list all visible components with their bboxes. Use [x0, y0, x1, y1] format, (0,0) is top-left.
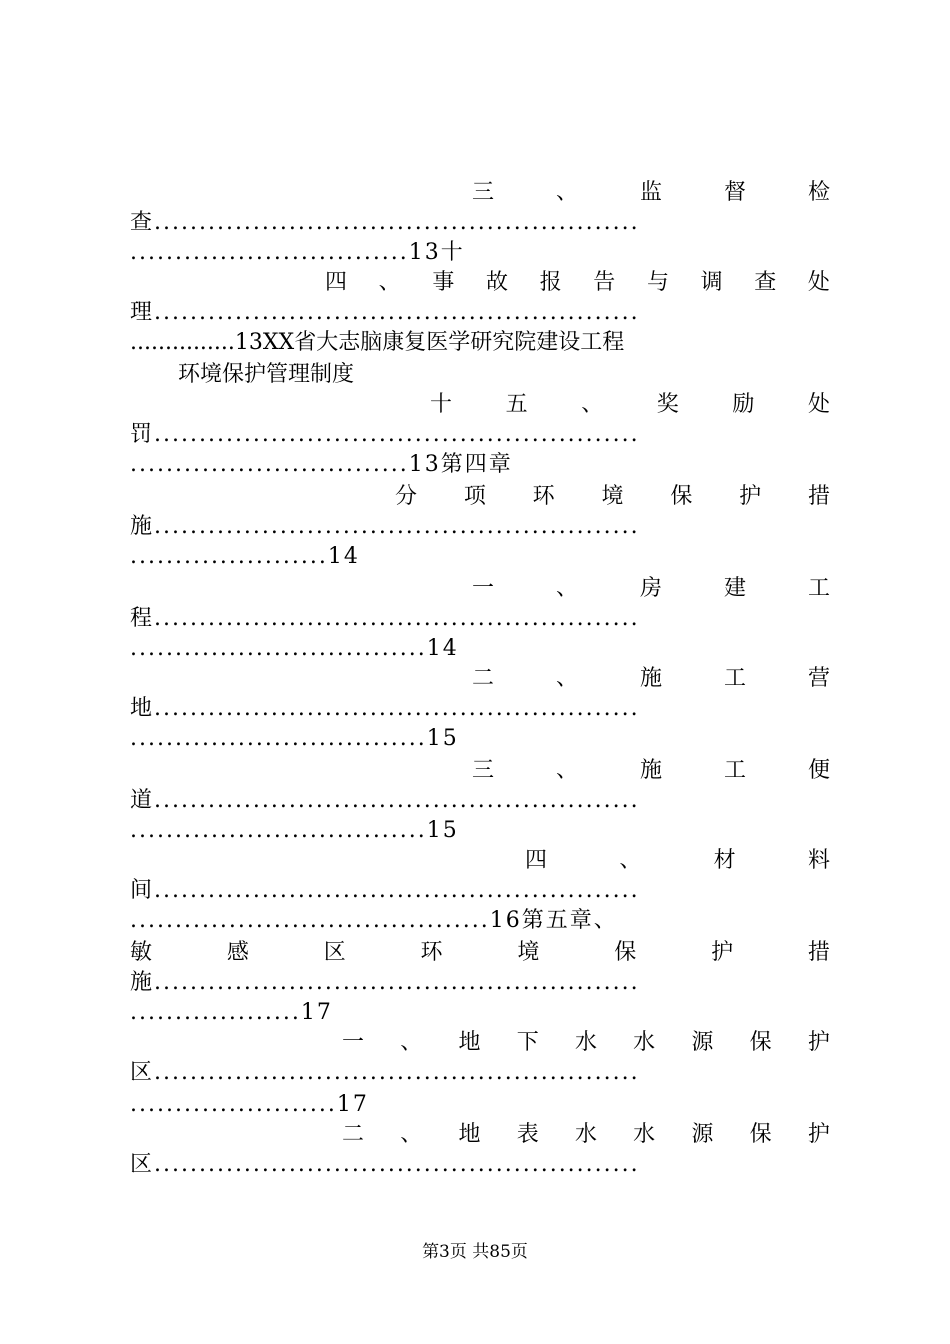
- toc-entry-page: .................................15: [130, 726, 459, 751]
- toc-entry-heading: 十 五 、 奖 励 处: [430, 392, 830, 417]
- toc-entry-heading: 分 项 环 境 保 护 措: [395, 484, 830, 509]
- toc-entry-heading: 三 、 施 工 便: [472, 758, 830, 783]
- toc-entry-leader: 罚......................................................: [130, 422, 640, 447]
- toc-entry-page: ...............................13第四章: [130, 452, 513, 477]
- toc-entry-leader: 程......................................................: [130, 606, 640, 631]
- toc-entry-leader: 区......................................................: [130, 1060, 640, 1085]
- page-footer: 第3页 共85页: [422, 1242, 528, 1262]
- toc-entry-page: ......................14: [130, 544, 360, 569]
- toc-entry-leader: 区......................................................: [130, 1152, 640, 1177]
- toc-entry-leader: 地......................................................: [130, 696, 640, 721]
- toc-entry-page: .................................14: [130, 636, 459, 661]
- toc-entry-heading: 一 、 地 下 水 水 源 保 护: [342, 1030, 830, 1055]
- toc-entry-leader: 查......................................................: [130, 210, 640, 235]
- toc-entry-heading: 三 、 监 督 检: [472, 180, 830, 205]
- toc-entry-heading: 敏 感 区 环 境 保 护 措: [130, 940, 830, 965]
- toc-entry-leader: 道......................................................: [130, 788, 640, 813]
- toc-entry-heading: 四 、 事 故 报 告 与 调 查 处: [325, 270, 830, 295]
- toc-entry-page: ...................17: [130, 1000, 333, 1025]
- toc-entry-leader: 间......................................................: [130, 878, 640, 903]
- toc-entry-leader: 施......................................................: [130, 970, 640, 995]
- running-header: 环境保护管理制度: [178, 362, 355, 387]
- toc-entry-page: .......................17: [130, 1092, 369, 1117]
- toc-entry-page: .................................15: [130, 818, 459, 843]
- toc-entry-heading: 四 、 材 料: [525, 848, 830, 873]
- toc-entry-heading: 二 、 地 表 水 水 源 保 护: [342, 1122, 830, 1147]
- toc-entry-page: ...............13XX省大志脑康复医学研究院建设工程: [130, 330, 625, 355]
- toc-entry-page: ...............................13十: [130, 240, 465, 265]
- toc-entry-heading: 二 、 施 工 营: [472, 666, 830, 691]
- toc-entry-page: ........................................16第五章、: [130, 908, 618, 933]
- toc-entry-leader: 理......................................................: [130, 300, 640, 325]
- toc-entry-heading: 一 、 房 建 工: [472, 576, 830, 601]
- toc-entry-leader: 施......................................................: [130, 514, 640, 539]
